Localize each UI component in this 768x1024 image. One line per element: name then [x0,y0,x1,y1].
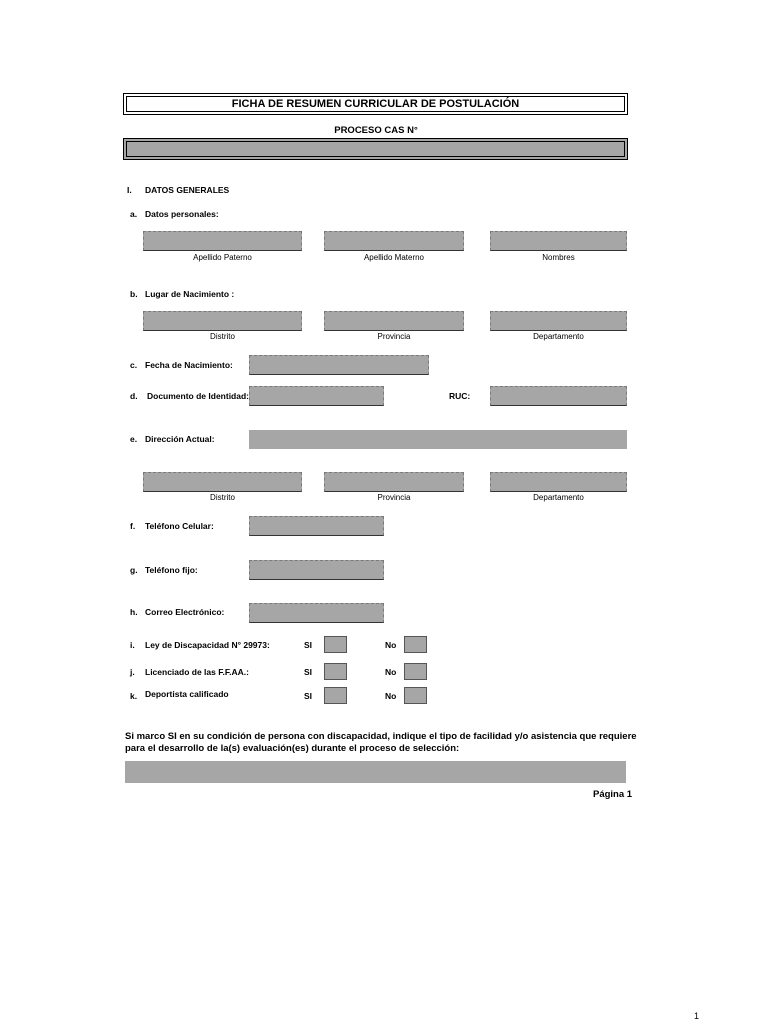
documento-identidad-label: Documento de Identidad: [147,391,249,401]
item-a-letter: a. [130,209,138,219]
nacimiento-provincia-field[interactable] [324,311,464,331]
discapacidad-no-checkbox[interactable] [404,636,427,653]
direccion-distrito-field[interactable] [143,472,302,492]
discapacidad-si-label: SI [304,640,313,650]
ruc-label: RUC: [449,391,471,401]
section-number: I. [127,185,132,195]
nombres-caption: Nombres [542,253,575,262]
discapacidad-no-label: No [385,640,397,650]
deportista-no-checkbox[interactable] [404,687,427,704]
apellido-materno-caption: Apellido Materno [363,253,425,262]
pagina-label: Página 1 [593,789,633,800]
direccion-distrito-caption: Distrito [210,493,235,502]
telefono-fijo-field[interactable] [249,560,384,580]
licenciado-si-label: SI [304,667,313,677]
discapacidad-si-checkbox[interactable] [324,636,347,653]
discapacidad-label: Ley de Discapacidad N° 29973: [145,640,270,650]
item-i-letter: i. [130,640,135,650]
item-e-letter: e. [130,434,138,444]
direccion-actual-label: Dirección Actual: [145,434,215,444]
telefono-celular-field[interactable] [249,516,384,536]
nacimiento-departamento-field[interactable] [490,311,627,331]
documento-identidad-field[interactable] [249,386,384,406]
form-title: FICHA DE RESUMEN CURRICULAR DE POSTULACIÓN [123,93,628,115]
item-b-letter: b. [130,289,138,299]
correo-electronico-label: Correo Electrónico: [145,607,225,617]
item-f-letter: f. [130,521,136,531]
proceso-cas-label: PROCESO CAS N° [334,125,418,136]
nacimiento-provincia-caption: Provincia [377,332,411,341]
licenciado-si-checkbox[interactable] [324,663,347,680]
discapacidad-note-line1: Si marco SI en su condición de persona con discapacidad, indique el tipo de facilidad y/o asistencia que requiere [125,731,637,742]
proceso-cas-field[interactable] [123,138,628,160]
item-d-letter: d. [130,391,138,401]
direccion-departamento-caption: Departamento [533,493,584,502]
fecha-nacimiento-label: Fecha de Nacimiento: [145,360,233,370]
deportista-no-label: No [385,691,397,701]
ruc-field[interactable] [490,386,627,406]
datos-personales-label: Datos personales: [145,209,219,219]
apellido-paterno-field[interactable] [143,231,302,251]
item-h-letter: h. [130,607,138,617]
lugar-nacimiento-label: Lugar de Nacimiento : [145,289,235,299]
item-c-letter: c. [130,360,138,370]
nacimiento-distrito-caption: Distrito [210,332,235,341]
licenciado-no-checkbox[interactable] [404,663,427,680]
deportista-si-checkbox[interactable] [324,687,347,704]
direccion-departamento-field[interactable] [490,472,627,492]
item-k-letter: k. [130,691,138,701]
page-number: 1 [694,1011,700,1021]
item-j-letter: j. [130,667,135,677]
facilidad-asistencia-field[interactable] [125,761,626,783]
licenciado-no-label: No [385,667,397,677]
direccion-actual-field[interactable] [249,430,627,449]
nacimiento-departamento-caption: Departamento [533,332,584,341]
item-g-letter: g. [130,565,138,575]
apellido-paterno-caption: Apellido Paterno [193,253,252,262]
apellido-materno-field[interactable] [324,231,464,251]
direccion-provincia-caption: Provincia [377,493,411,502]
licenciado-ffaa-label: Licenciado de las F.F.AA.: [145,667,249,677]
fecha-nacimiento-field[interactable] [249,355,429,375]
discapacidad-note-line2: para el desarrollo de la(s) evaluación(es) durante el proceso de selección: [125,743,460,754]
telefono-fijo-label: Teléfono fijo: [145,565,198,575]
correo-electronico-field[interactable] [249,603,384,623]
deportista-label: Deportista calificado [145,689,229,699]
nombres-field[interactable] [490,231,627,251]
nacimiento-distrito-field[interactable] [143,311,302,331]
telefono-celular-label: Teléfono Celular: [145,521,214,531]
section-title: DATOS GENERALES [145,185,230,195]
direccion-provincia-field[interactable] [324,472,464,492]
deportista-si-label: SI [304,691,313,701]
